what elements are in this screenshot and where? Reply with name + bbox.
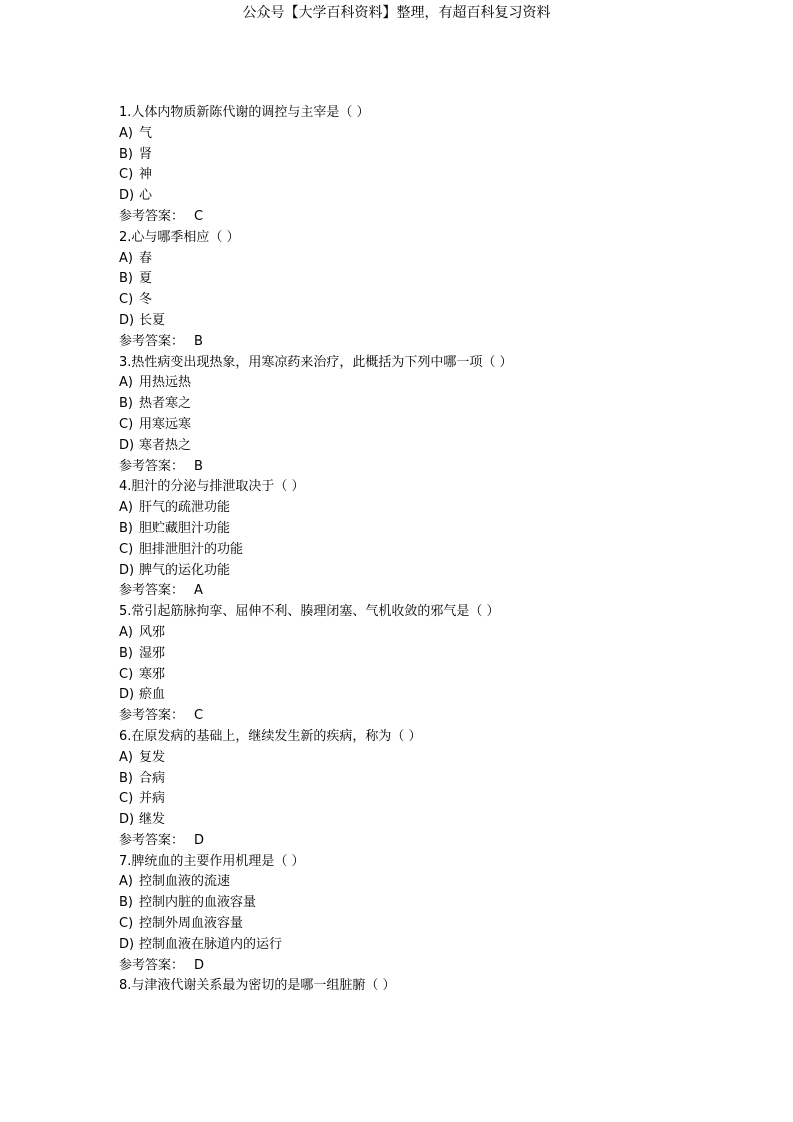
answer-value: B: [194, 458, 203, 474]
option-letter: B): [119, 271, 133, 287]
option-text: 胆排泄胆汁的功能: [139, 541, 244, 557]
option-item: [119, 935, 759, 956]
option-text: 脾气的运化功能: [139, 562, 231, 578]
option-item: [119, 872, 759, 893]
option-item: [119, 269, 759, 290]
option-text: 寒者热之: [139, 437, 192, 453]
answer-line: [119, 457, 759, 478]
option-letter: A): [119, 874, 133, 890]
option-text: 控制外周血液容量: [139, 916, 244, 932]
option-text: 控制血液的流速: [139, 874, 231, 890]
option-item: [119, 893, 759, 914]
option-item: [119, 748, 759, 769]
option-item: [119, 519, 759, 540]
option-text: 瘀血: [139, 687, 166, 703]
option-text: 夏: [139, 271, 153, 287]
question-text: 4.胆汁的分泌与排泄取决于（ ）: [119, 479, 305, 495]
question-text: 2.心与哪季相应（ ）: [119, 229, 240, 245]
option-letter: C): [119, 416, 134, 432]
option-item: [119, 810, 759, 831]
answer-line: [119, 831, 759, 852]
option-item: [119, 623, 759, 644]
option-item: [119, 665, 759, 686]
option-item: [119, 644, 759, 665]
option-text: 春: [139, 250, 153, 266]
question-text: 6.在原发病的基础上，继续发生新的疾病，称为（ ）: [119, 728, 422, 744]
option-text: 气: [139, 125, 153, 141]
option-text: 热者寒之: [139, 396, 192, 412]
option-letter: D): [119, 812, 135, 828]
answer-label: 参考答案：: [119, 832, 185, 848]
option-letter: D): [119, 188, 135, 204]
option-text: 控制血液在脉道内的运行: [139, 936, 283, 952]
option-text: 肝气的疏泄功能: [139, 500, 231, 516]
option-text: 心: [139, 188, 153, 204]
option-letter: C): [119, 666, 134, 682]
option-item: [119, 124, 759, 145]
option-text: 寒邪: [139, 666, 166, 682]
option-text: 胆贮藏胆汁功能: [139, 520, 231, 536]
option-item: [119, 186, 759, 207]
option-item: [119, 685, 759, 706]
answer-label: 参考答案：: [119, 208, 185, 224]
question-list: [119, 103, 759, 997]
answer-value: B: [194, 333, 203, 349]
option-item: [119, 498, 759, 519]
answer-value: D: [194, 832, 205, 848]
option-text: 合病: [139, 770, 166, 786]
question-text: 7.脾统血的主要作用机理是（ ）: [119, 853, 305, 869]
option-text: 继发: [139, 812, 166, 828]
option-letter: A): [119, 624, 133, 640]
answer-line: [119, 581, 759, 602]
answer-value: A: [194, 583, 203, 599]
answer-label: 参考答案：: [119, 583, 185, 599]
answer-value: D: [194, 957, 205, 973]
option-item: [119, 415, 759, 436]
answer-value: C: [194, 208, 204, 224]
option-letter: D): [119, 687, 135, 703]
option-item: [119, 165, 759, 186]
question-text: 1.人体内物质新陈代谢的调控与主宰是（ ）: [119, 105, 370, 120]
answer-label: 参考答案：: [119, 957, 185, 973]
option-letter: C): [119, 292, 134, 308]
option-text: 用热远热: [139, 375, 192, 391]
option-letter: C): [119, 916, 134, 932]
page-header: 公众号【大学百科资料】整理，有超百科复习资料: [242, 5, 551, 21]
answer-value: C: [194, 708, 204, 724]
option-text: 用寒远寒: [139, 416, 192, 432]
option-item: [119, 436, 759, 457]
option-letter: A): [119, 125, 133, 141]
question-text: 5.常引起筋脉拘挛、屈伸不利、腠理闭塞、气机收敛的邪气是（ ）: [119, 604, 500, 620]
option-text: 长夏: [139, 312, 166, 328]
answer-line: [119, 207, 759, 228]
option-letter: A): [119, 375, 133, 391]
option-letter: B): [119, 146, 133, 162]
option-item: [119, 394, 759, 415]
option-text: 并病: [139, 791, 166, 807]
option-item: [119, 249, 759, 270]
option-text: 复发: [139, 749, 166, 765]
answer-line: [119, 706, 759, 727]
option-letter: B): [119, 520, 133, 536]
option-letter: D): [119, 936, 135, 952]
option-text: 神: [139, 167, 153, 183]
question-text: 8.与津液代谢关系最为密切的是哪一组脏腑（ ）: [119, 978, 396, 994]
option-text: 控制内脏的血液容量: [139, 895, 257, 911]
option-item: [119, 290, 759, 311]
option-letter: A): [119, 250, 133, 266]
option-item: [119, 561, 759, 582]
option-text: 肾: [139, 146, 153, 162]
option-letter: B): [119, 895, 133, 911]
answer-label: 参考答案：: [119, 333, 185, 349]
option-letter: A): [119, 500, 133, 516]
option-item: [119, 769, 759, 790]
answer-label: 参考答案：: [119, 458, 185, 474]
option-letter: C): [119, 167, 134, 183]
answer-line: [119, 956, 759, 977]
option-text: 冬: [139, 292, 153, 308]
option-item: [119, 373, 759, 394]
option-letter: B): [119, 645, 133, 661]
option-letter: C): [119, 541, 134, 557]
option-item: [119, 914, 759, 935]
option-letter: D): [119, 437, 135, 453]
option-text: 湿邪: [139, 645, 166, 661]
answer-line: [119, 332, 759, 353]
option-letter: C): [119, 791, 134, 807]
question-text: 3.热性病变出现热象，用寒凉药来治疗，此概括为下列中哪一项（ ）: [119, 354, 513, 370]
option-item: [119, 540, 759, 561]
option-letter: A): [119, 749, 133, 765]
option-letter: B): [119, 770, 133, 786]
option-item: [119, 311, 759, 332]
option-letter: B): [119, 396, 133, 412]
option-text: 风邪: [139, 624, 166, 640]
option-item: [119, 789, 759, 810]
option-letter: D): [119, 562, 135, 578]
option-item: [119, 145, 759, 166]
option-letter: D): [119, 312, 135, 328]
answer-label: 参考答案：: [119, 708, 185, 724]
